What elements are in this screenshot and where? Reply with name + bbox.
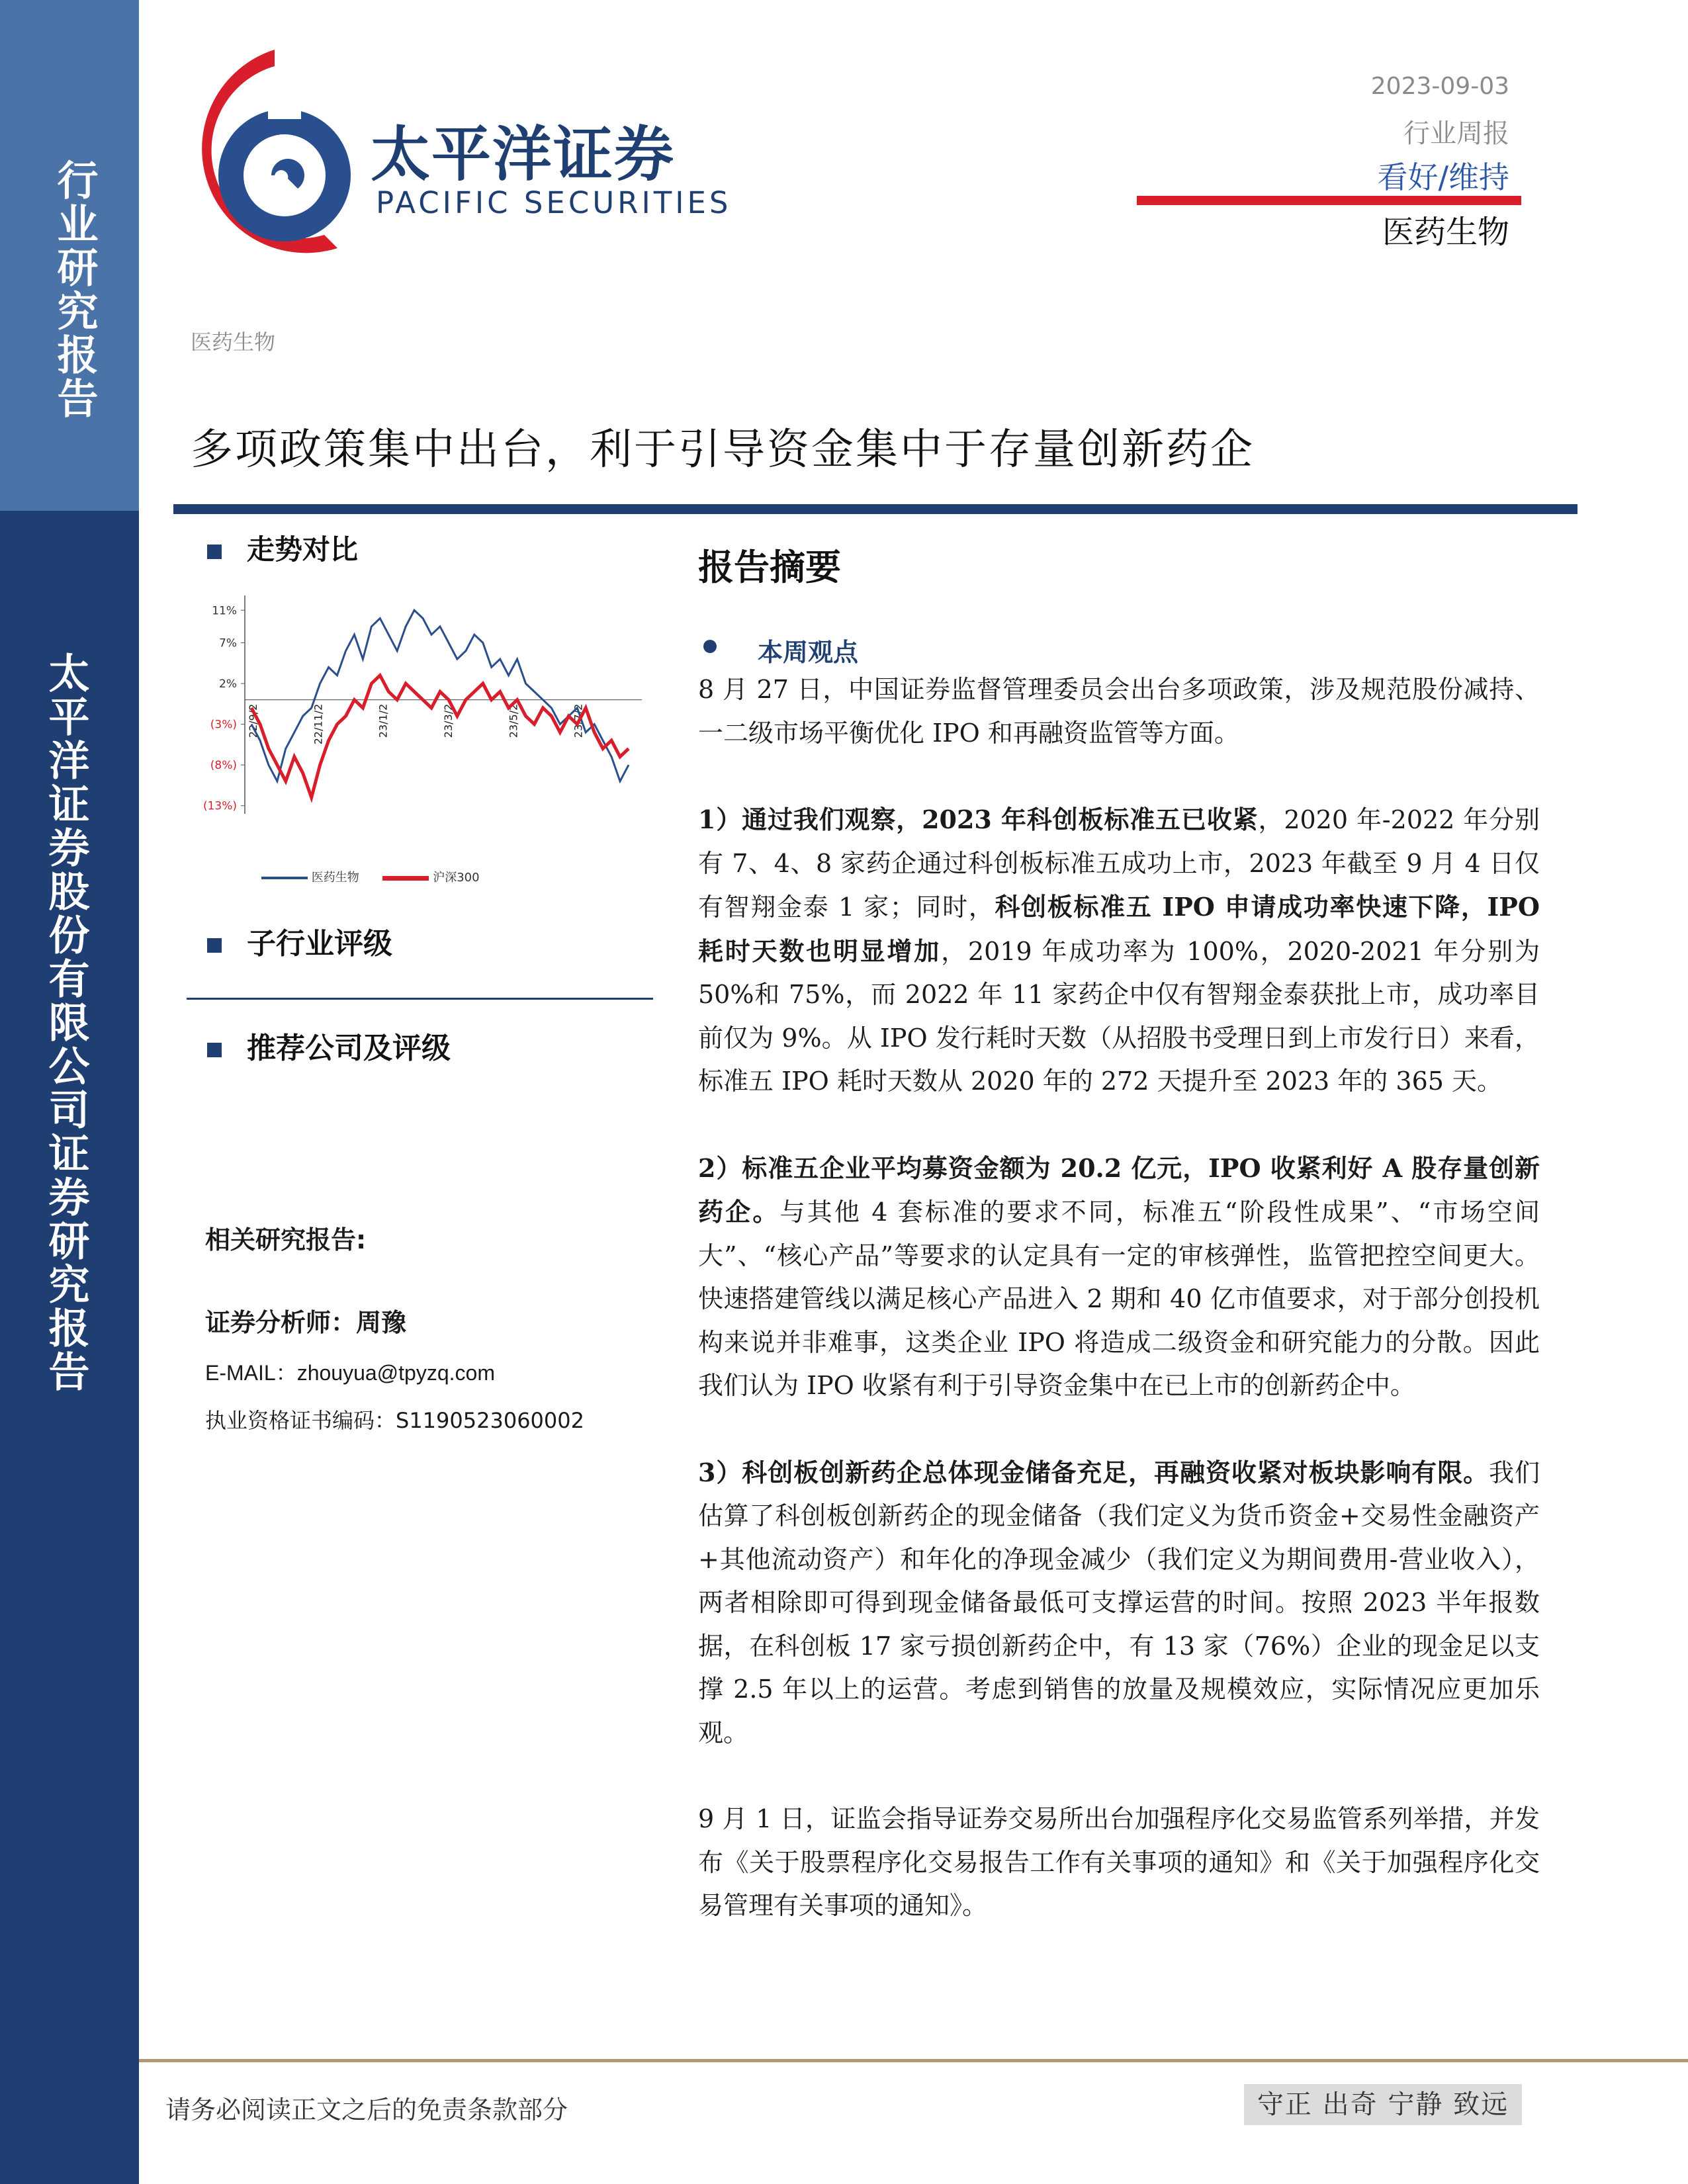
report-type: 行业周报 bbox=[1403, 118, 1509, 149]
legend-label-hs300: 沪深300 bbox=[433, 871, 480, 885]
sidebar-company-name: 太平洋证券股份有限公司证券研究报告 bbox=[42, 652, 90, 1394]
x-tick-label: 22/9/2 bbox=[247, 703, 259, 738]
rating-underline bbox=[1137, 196, 1521, 205]
report-date: 2023-09-03 bbox=[1370, 73, 1509, 100]
chart-legend bbox=[261, 868, 480, 885]
point-2-text: 与其他 4 套标准的要求不同，标准五“阶段性成果”、“市场空间大”、“核心产品”等要求的认定具有一定的审核弹性，监管把控空间更大。快速搭建管线以满足核心产品进入 2 期和 40 亿市值要求，对于部分创投机构来说并非难事，这类企业 IPO 将造成二级资金和研究能力的分散。因此我们认为 IPO 收紧有利于引导资金集中在已上市的创新药企中。 bbox=[698, 1198, 1540, 1400]
x-tick-label: 23/3/2 bbox=[442, 703, 455, 738]
footer-disclaimer: 请务必阅读正文之后的免责条款部分 bbox=[165, 2095, 568, 2124]
point-1-text-b: ，2019 年成功率为 100%，2020-2021 年分别为 50%和 75%，而 2022 年 11 家药企中仅有智翔金泰获批上市，成功率目前仅为 9%。从 IPO 发行耗时天数（从招股书受理日到上市发行日）来看，标准五 IPO 耗时天数从 2020 年的 272 天提升至 2023 年的 365 天。 bbox=[698, 936, 1540, 1096]
brand-name-cn: 太平洋证券 bbox=[371, 120, 675, 189]
square-bullet-icon bbox=[207, 938, 222, 953]
point-1-bold-b: 科创板标准五 IPO 申请成功率快速下降，IPO 耗时天数也明显增加 bbox=[698, 892, 1540, 966]
summary-body bbox=[698, 668, 1540, 1971]
paragraph-point-1 bbox=[698, 798, 1540, 1104]
sector-label: 医药生物 bbox=[191, 329, 276, 355]
weekly-view-label: 本周观点 bbox=[758, 638, 859, 667]
analyst-email[interactable]: E-MAIL：zhouyua@tpyzq.com bbox=[205, 1361, 495, 1385]
y-tick-label: (8%) bbox=[210, 759, 237, 773]
subindustry-heading-text: 子行业评级 bbox=[247, 927, 392, 961]
footer-divider bbox=[139, 2059, 1688, 2062]
bullet-dot-icon bbox=[703, 640, 717, 653]
y-tick-label: 7% bbox=[219, 636, 237, 650]
title-divider bbox=[173, 504, 1577, 514]
related-reports-label: 相关研究报告: bbox=[205, 1225, 367, 1254]
legend-label-pharma: 医药生物 bbox=[311, 871, 359, 885]
recommend-heading bbox=[207, 1024, 451, 1067]
point-1-text-a: ，2020 年-2022 年分别有 7、4、8 家药企通过科创板标准五成功上市，2023 年截至 9 月 4 日仅有智翔金泰 1 家；同时， bbox=[698, 805, 1540, 922]
point-1-bold-a: 1）通过我们观察，2023 年科创板标准五已收紧 bbox=[698, 805, 1259, 834]
legend-swatch-pharma bbox=[261, 877, 308, 879]
sidebar-report-category: 行业研究报告 bbox=[50, 159, 99, 421]
pacific-securities-logo-icon bbox=[175, 36, 367, 275]
point-3-bold: 3）科创板创新药企总体现金储备充足，再融资收紧对板块影响有限。 bbox=[698, 1457, 1489, 1487]
x-tick-label: 23/7/2 bbox=[572, 703, 585, 738]
trend-heading-text: 走势对比 bbox=[247, 533, 359, 566]
page-title: 多项政策集中出台，利于引导资金集中于存量创新药企 bbox=[191, 425, 1255, 474]
square-bullet-icon bbox=[207, 545, 222, 559]
paragraph-point-2 bbox=[698, 1147, 1540, 1408]
series-line-pharma bbox=[251, 610, 629, 781]
paragraph-point-3 bbox=[698, 1451, 1540, 1755]
footer-motto: 守正 出奇 宁静 致远 bbox=[1244, 2084, 1522, 2125]
summary-heading: 报告摘要 bbox=[698, 546, 841, 588]
point-2-bold: 2）标准五企业平均募资金额为 20.2 亿元，IPO 收紧利好 A 股存量创新药企。 bbox=[698, 1153, 1540, 1227]
analyst-name: 证券分析师：周豫 bbox=[205, 1308, 407, 1337]
trend-chart bbox=[192, 589, 668, 893]
y-tick-label: (13%) bbox=[202, 799, 237, 813]
x-tick-label: 23/5/2 bbox=[507, 703, 520, 738]
subindustry-heading bbox=[207, 920, 392, 962]
header-sector: 医药生物 bbox=[1382, 214, 1509, 251]
x-tick-label: 22/11/2 bbox=[312, 703, 325, 745]
paragraph-sep1: 9 月 1 日，证监会指导证券交易所出台加强程序化交易监管系列举措，并发布《关于股票程序化交易报告工作有关事项的通知》和《关于加强程序化交易管理有关事项的通知》。 bbox=[698, 1804, 1540, 1920]
brand-name-en: PACIFIC SECURITIES bbox=[376, 185, 732, 220]
legend-swatch-hs300 bbox=[382, 876, 429, 881]
x-tick-label: 23/1/2 bbox=[377, 703, 390, 738]
trend-heading bbox=[207, 528, 358, 568]
recommend-heading-text: 推荐公司及评级 bbox=[247, 1031, 451, 1065]
analyst-cert: 执业资格证书编码：S1190523060002 bbox=[205, 1408, 584, 1433]
y-tick-label: (3%) bbox=[210, 718, 237, 732]
point-3-text: 我们估算了科创板创新药企的现金储备（我们定义为货币资金+交易性金融资产+其他流动资产）和年化的净现金减少（我们定义为期间费用-营业收入），两者相除即可得到现金储备最低可支撑运营的时间。按照 2023 半年报数据，在科创板 17 家亏损创新药企中，有 13 家（76%）企业的现金足以支撑 2.5 年以上的运营。考虑到销售的放量及规模效应，实际情况应更加乐观。 bbox=[698, 1458, 1540, 1747]
subindustry-divider bbox=[187, 998, 653, 1000]
square-bullet-icon bbox=[207, 1043, 222, 1057]
paragraph-intro: 8 月 27 日，中国证券监督管理委员会出台多项政策，涉及规范股份减持、一二级市场平衡优化 IPO 和再融资监管等方面。 bbox=[698, 675, 1540, 748]
y-tick-label: 11% bbox=[212, 604, 237, 618]
rating: 看好/维持 bbox=[1377, 159, 1509, 195]
y-tick-label: 2% bbox=[219, 677, 237, 691]
